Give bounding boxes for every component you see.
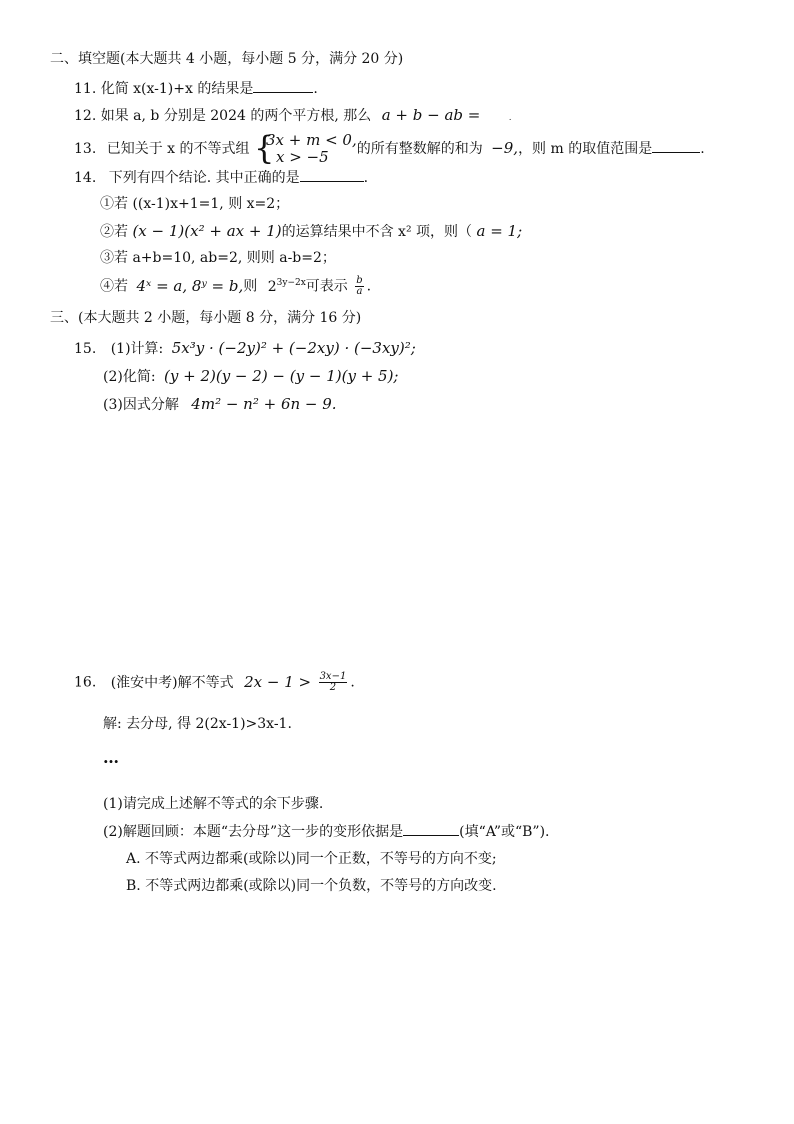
- section-2-heading: 二、填空题(本大题共 4 小题，每小题 5 分，满分 20 分): [50, 51, 404, 67]
- answer-blank: [403, 822, 459, 836]
- question-15-part-3: (3)因式分解 4m² − n² + 6n − 9.: [103, 395, 337, 413]
- solution-step: 解: 去分母, 得 2(2x-1)>3x-1.: [103, 716, 292, 732]
- statement-4: ④若 4ˣ = a, 8ʸ = b,则 $2^{3y-2x}$可表示 $\frac{b}{a}$ .: [100, 275, 372, 298]
- fraction-3x-1-over-2: $\frac{3x-1}{2}$: [319, 671, 347, 693]
- question-15-part-2: (2)化简: (y + 2)(y − 2) − (y − 1)(y + 5);: [103, 367, 399, 385]
- question-12-expression: a + b − ab =: [381, 106, 481, 124]
- question-11-text: 11. 化简 x(x-1)+x 的结果是: [74, 81, 254, 97]
- statement-2: ②若 (x − 1)(x² + ax + 1)的运算结果中不含 x² 项，则（ a = 1;: [100, 222, 523, 240]
- inequality-system: { 3x + m < 0, x > −5: [253, 129, 357, 167]
- statement-1: ①若 ((x-1)x+1=1, 则 x=2；: [100, 196, 290, 212]
- fraction-b-over-a: $\frac{b}{a}$: [356, 275, 363, 298]
- answer-blank: [253, 79, 313, 93]
- question-11: 11. 化简 x(x-1)+x 的结果是 .: [74, 81, 318, 97]
- question-15-part-1: 15. (1)计算: 5x³y · (−2y)² + (−2xy) · (−3xy)²;: [74, 339, 416, 357]
- question-14: 14. 下列有四个结论. 其中正确的是 .: [74, 170, 369, 186]
- question-12-text: 12. 如果 a, b 分别是 2024 的两个平方根, 那么: [74, 108, 372, 124]
- statement-2-expression: (x − 1)(x² + ax + 1): [132, 222, 282, 240]
- statement-3: ③若 a+b=10, ab=2, 则则 a-b=2；: [100, 250, 336, 266]
- question-12: 12. 如果 a, b 分别是 2024 的两个平方根, 那么 a + b − ab = .: [74, 106, 512, 124]
- brace-symbol: {: [253, 129, 275, 167]
- question-13: 13. 已知关于 x 的不等式组 { 3x + m < 0, x > −5 的所有整数解的和为 −9,，则 m 的取值范围是 .: [74, 129, 705, 167]
- question-16-part-1: (1)请完成上述解不等式的余下步骤.: [103, 796, 324, 812]
- ellipsis: …: [103, 748, 119, 767]
- section-3-heading: 三、(本大题共 2 小题，每小题 8 分，满分 16 分): [50, 310, 362, 326]
- question-16-part-2: (2)解题回顾：本题“去分母”这一步的变形依据是 (填“A”或“B”).: [103, 824, 550, 840]
- question-16: 16. (淮安中考)解不等式 2x − 1 > $\frac{3x-1}{2}$ .: [74, 671, 355, 693]
- answer-blank: [300, 168, 364, 182]
- answer-blank: [652, 139, 700, 153]
- option-b: B. 不等式两边都乘(或除以)同一个负数，不等号的方向改变.: [126, 878, 497, 894]
- option-a: A. 不等式两边都乘(或除以)同一个正数，不等号的方向不变;: [126, 851, 497, 867]
